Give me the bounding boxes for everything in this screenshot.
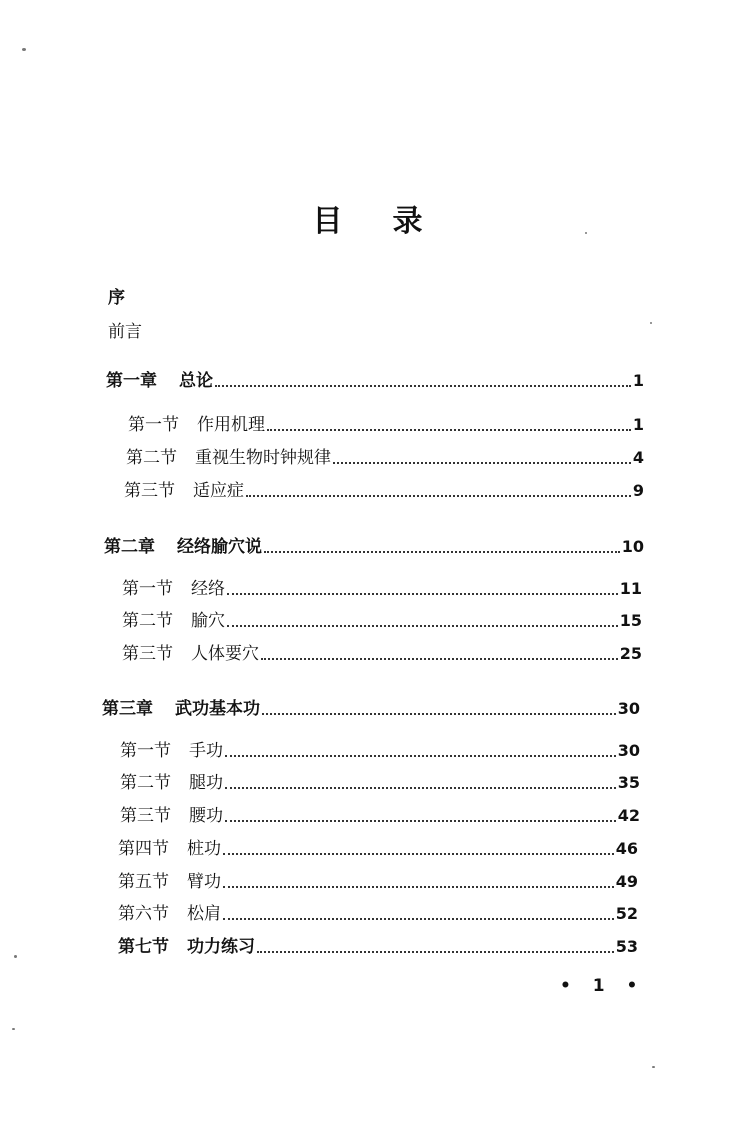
title-char-1: 目: [312, 204, 345, 239]
section-title: 重视生物时钟规律: [195, 448, 331, 468]
toc-section-2-1[interactable]: [122, 576, 642, 602]
section-label: 第二节: [126, 448, 177, 468]
toc-chapter-1[interactable]: [106, 368, 644, 394]
section-label: 第二节: [122, 611, 173, 631]
title-char-2: 录: [392, 204, 425, 239]
toc-chapter-2[interactable]: [104, 534, 644, 560]
scan-speck: [652, 1066, 655, 1068]
section-page: 46: [615, 839, 638, 858]
scan-speck: [585, 232, 587, 234]
page-number: • 1 •: [560, 976, 646, 996]
section-label: 第二节: [120, 773, 171, 793]
toc-section-3-5[interactable]: [118, 869, 638, 895]
scan-speck: [14, 955, 17, 958]
section-page: 52: [615, 904, 638, 923]
section-label: 第七节: [118, 937, 169, 957]
scan-speck: [12, 1028, 15, 1030]
section-label: 第三节: [120, 806, 171, 826]
section-page: 49: [615, 872, 638, 891]
leader-dots: [261, 658, 618, 660]
chapter-page: 30: [617, 699, 640, 718]
leader-dots: [264, 551, 620, 553]
toc-section-3-1[interactable]: [120, 738, 640, 764]
section-title: 松肩: [187, 904, 221, 924]
section-page: 15: [619, 611, 642, 630]
section-title: 适应症: [193, 481, 244, 501]
chapter-label: 第三章: [102, 699, 153, 719]
section-page: 4: [632, 448, 644, 467]
leader-dots: [215, 385, 631, 387]
section-page: 35: [617, 773, 640, 792]
section-title: 腿功: [189, 773, 223, 793]
section-label: 第一节: [122, 579, 173, 599]
leader-dots: [227, 625, 618, 627]
section-title: 人体要穴: [191, 644, 259, 664]
leader-dots: [257, 951, 614, 953]
chapter-page: 1: [632, 371, 644, 390]
leader-dots: [223, 886, 614, 888]
leader-dots: [333, 462, 631, 464]
leader-dots: [225, 755, 616, 757]
section-page: 1: [632, 415, 644, 434]
front-matter-foreword[interactable]: 前言: [108, 322, 142, 342]
section-label: 第六节: [118, 904, 169, 924]
section-page: 53: [615, 937, 638, 956]
section-title: 腧穴: [191, 611, 225, 631]
front-matter-preface[interactable]: 序: [108, 288, 125, 308]
section-title: 桩功: [187, 839, 221, 859]
leader-dots: [223, 918, 614, 920]
toc-section-3-4[interactable]: [118, 836, 638, 862]
section-title: 手功: [189, 741, 223, 761]
section-title: 经络: [191, 579, 225, 599]
leader-dots: [223, 853, 614, 855]
section-label: 第四节: [118, 839, 169, 859]
toc-section-3-2[interactable]: [120, 770, 640, 796]
chapter-title: 总论: [179, 371, 213, 391]
section-label: 第一节: [128, 415, 179, 435]
leader-dots: [262, 713, 616, 715]
toc-section-3-7[interactable]: [118, 934, 638, 960]
chapter-label: 第一章: [106, 371, 157, 391]
toc-section-3-6[interactable]: [118, 901, 638, 927]
chapter-title: 经络腧穴说: [177, 537, 262, 557]
leader-dots: [227, 593, 618, 595]
section-page: 9: [632, 481, 644, 500]
section-title: 腰功: [189, 806, 223, 826]
leader-dots: [225, 787, 616, 789]
toc-section-1-2[interactable]: [126, 445, 644, 471]
section-page: 42: [617, 806, 640, 825]
section-label: 第三节: [122, 644, 173, 664]
toc-section-3-3[interactable]: [120, 803, 640, 829]
toc-section-2-2[interactable]: [122, 608, 642, 634]
scan-speck: [22, 48, 26, 51]
chapter-title: 武功基本功: [175, 699, 260, 719]
section-page: 25: [619, 644, 642, 663]
section-title: 功力练习: [187, 937, 255, 957]
page-title: [0, 196, 737, 240]
leader-dots: [246, 495, 631, 497]
section-label: 第一节: [120, 741, 171, 761]
section-label: 第五节: [118, 872, 169, 892]
section-label: 第三节: [124, 481, 175, 501]
chapter-label: 第二章: [104, 537, 155, 557]
toc-section-2-3[interactable]: [122, 641, 642, 667]
scan-speck: [650, 322, 652, 324]
leader-dots: [225, 820, 616, 822]
section-title: 作用机理: [197, 415, 265, 435]
section-title: 臂功: [187, 872, 221, 892]
section-page: 30: [617, 741, 640, 760]
section-page: 11: [619, 579, 642, 598]
chapter-page: 10: [621, 537, 644, 556]
toc-section-1-3[interactable]: [124, 478, 644, 504]
toc-section-1-1[interactable]: [128, 412, 644, 438]
toc-chapter-3[interactable]: [102, 696, 640, 722]
leader-dots: [267, 429, 631, 431]
